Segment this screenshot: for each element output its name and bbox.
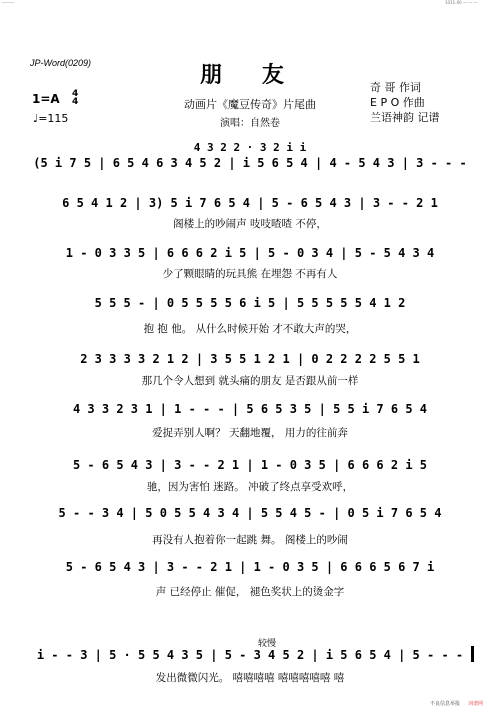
score-lyrics-row: 声 已经停止 催促， 褪色奖状上的烫金字 xyxy=(155,586,345,598)
score-notes-row: 6 5 4 1 2 | 3) 5 i 7 6 5 4 | 5 - 6 5 4 3 | 3 - - 2 1 xyxy=(62,196,438,210)
top-left-text: ——— xyxy=(2,0,14,5)
score-notes-row: 5 - 6 5 4 3 | 3 - - 2 1 | 1 - 0 3 5 | 6 6 6 5 6 7 i xyxy=(65,560,435,574)
score-lyrics-row: 爱捉弄别人啊？ 天翻地覆， 用力的往前奔 xyxy=(152,427,348,439)
score-notes-row: 4 3 3 2 3 1 | 1 - - - | 5 6 5 3 5 | 5 5 i 7 6 5 4 xyxy=(72,402,427,416)
footer-report-link[interactable]: 不良信息举报 xyxy=(430,701,461,707)
credit-transcriber: 兰语神韵 记谱 xyxy=(370,111,440,124)
footer-site-logo[interactable]: 词谱网 xyxy=(468,701,484,707)
score-lyrics-row: 驰，因为害怕 迷路。 冲破了终点享受欢呼， xyxy=(146,481,354,493)
score-notes-row: 2 3 3 3 3 2 1 2 | 3 5 5 1 2 1 | 0 2 2 2 2 5 5 1 xyxy=(80,352,420,366)
score-lyrics-row: 少了颗眼睛的玩具熊 在埋怨 不再有人 xyxy=(162,268,338,280)
score-lyrics-row: 抱 抱 他。 从什么时候开始 才不敢大声的哭， xyxy=(143,323,357,335)
score-lyrics-row: 再没有人抱着你一起跳 舞。 阁楼上的吵闹 xyxy=(152,534,348,546)
score-notes-row: (5 i 7 5 | 6 5 4 6 3 4 5 2 | i 5 6 5 4 | 4 - 5 4 3 | 3 - - - xyxy=(33,156,467,170)
time-signature-bottom: 4 xyxy=(72,97,79,107)
credit-lyricist: 奇 哥 作词 xyxy=(370,81,421,94)
score-lyrics-row: 发出微微闪光。 嘻嘻嘻嘻 嘻嘻嘻嘻嘻 嘻 xyxy=(155,672,345,684)
tempo-marking: ♩=115 xyxy=(33,112,69,125)
tempo-annotation: 较慢 xyxy=(258,639,277,649)
score-notes-row: 1 - 0 3 3 5 | 6 6 6 2 i 5 | 5 - 0 3 4 | 5 - 5 4 3 4 xyxy=(65,246,435,260)
score-notes-row: i - - 3 | 5 · 5 5 4 3 5 | 5 - 3 4 5 2 | i 5 6 5 4 | 5 - - - xyxy=(36,648,464,662)
score-lyrics-row: 阁楼上的吵闹声 吱吱喳喳 不停， xyxy=(173,218,327,230)
singer-line: 演唱：自然卷 xyxy=(220,118,280,129)
key-signature: 1=A xyxy=(32,92,60,106)
score-notes-row: 5 - - 3 4 | 5 0 5 5 4 3 4 | 5 5 4 5 - | 0 5 i 7 6 5 4 xyxy=(58,506,442,520)
credit-composer: E P O 作曲 xyxy=(370,96,425,109)
score-notes-row: 5 5 5 - | 0 5 5 5 5 6 i 5 | 5 5 5 5 5 4 1 2 xyxy=(94,296,406,310)
page-title: 朋 友 xyxy=(200,62,300,88)
header-tag: JP-Word(0209) xyxy=(30,58,92,68)
time-signature xyxy=(72,90,78,106)
final-barline xyxy=(471,646,474,662)
credits xyxy=(370,80,440,125)
score-notes-row: 5 - 6 5 4 3 | 3 - - 2 1 | 1 - 0 3 5 | 6 6 6 2 i 5 xyxy=(72,458,427,472)
top-strip xyxy=(0,0,500,8)
top-right-text: 1011-00 — — — xyxy=(445,0,478,5)
score-lyrics-row: 那几个令人想到 就头痛的朋友 是否跟从前一样 xyxy=(141,375,359,387)
time-signature-top: 4 xyxy=(72,89,79,99)
subtitle: 动画片《魔豆传奇》片尾曲 xyxy=(184,98,316,111)
above-staff-notes: 4 3 2 2 · 3 2 i i xyxy=(193,141,307,154)
